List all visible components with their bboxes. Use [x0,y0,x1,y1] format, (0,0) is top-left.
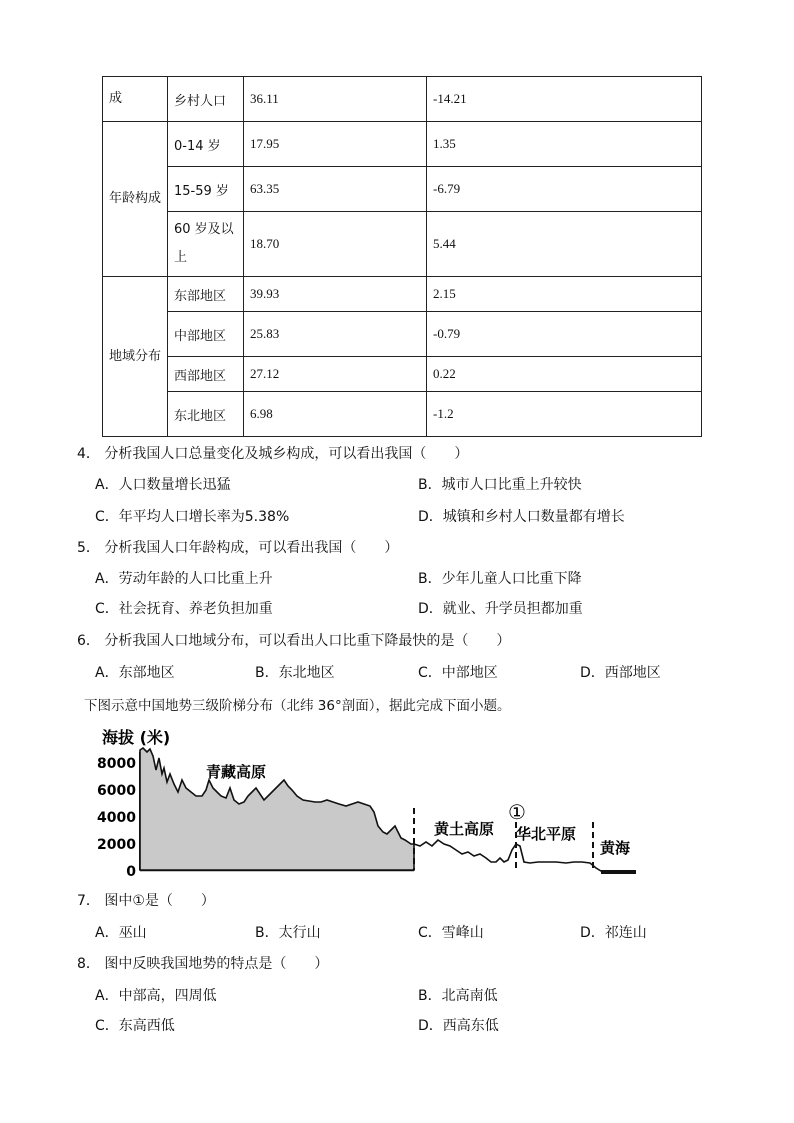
table-cell: 60 岁及以上 [168,212,244,277]
table-cell: 中部地区 [168,312,244,357]
table-cell: 27.12 [244,357,427,392]
tibet-plateau-profile [140,748,414,870]
table-cell: 地域分布 [103,277,168,437]
table-cell: -1.2 [427,392,702,437]
table-cell: 63.35 [244,167,427,212]
q6-option-c[interactable]: C．中部地区 [418,665,498,681]
q6-option-d[interactable]: D．西部地区 [580,665,661,681]
question-6-stem: 6． 分析我国人口地域分布，可以看出人口比重下降最快的是（ ） [77,633,511,649]
table-cell: 东部地区 [168,277,244,312]
table-cell: 2.15 [427,277,702,312]
q6-option-a[interactable]: A．东部地区 [95,665,175,681]
marker-one-label: ① [508,800,526,824]
label-tibet-plateau: 青藏高原 [206,763,267,781]
table-cell: 成 [103,77,168,122]
q8-option-d[interactable]: D．西高东低 [418,1018,499,1034]
table-row [103,122,702,167]
table-row [103,277,702,312]
table-cell: 1.35 [427,122,702,167]
label-yellow-sea: 黄海 [600,839,631,857]
q8-option-a[interactable]: A．中部高，四周低 [95,988,217,1004]
y-tick-label: 4000 [97,810,136,826]
question-7-stem: 7． 图中①是（ ） [77,893,215,909]
table-cell: 西部地区 [168,357,244,392]
y-tick-label: 8000 [97,756,136,772]
q5-option-d[interactable]: D．就业、升学员担都加重 [418,601,583,617]
q5-option-a[interactable]: A．劳动年龄的人口比重上升 [95,571,273,587]
y-tick-label: 6000 [97,783,136,799]
q6-option-b[interactable]: B．东北地区 [255,665,335,681]
y-axis-title: 海拔 (米) [102,728,171,747]
label-loess-plateau: 黄土高原 [434,820,495,838]
table-cell: -6.79 [427,167,702,212]
q5-option-c[interactable]: C．社会抚育、养老负担加重 [95,601,273,617]
y-tick-label: 2000 [97,837,136,853]
question-4-stem: 4． 分析我国人口总量变化及城乡构成，可以看出我国（ ） [77,446,469,462]
q4-option-d[interactable]: D．城镇和乡村人口数量都有增长 [418,509,625,525]
table-cell: -14.21 [427,77,702,122]
q7-option-b[interactable]: B．太行山 [255,925,321,941]
y-tick-label: 0 [126,864,136,880]
terrain-profile-figure [96,722,641,880]
table-cell: -0.79 [427,312,702,357]
q7-option-a[interactable]: A．巫山 [95,925,147,941]
table-row [103,167,702,212]
question-5-stem: 5． 分析我国人口年龄构成，可以看出我国（ ） [77,540,399,556]
q7-option-c[interactable]: C．雪峰山 [418,925,484,941]
q8-option-c[interactable]: C．东高西低 [95,1018,175,1034]
table-cell: 17.95 [244,122,427,167]
q5-option-b[interactable]: B．少年儿童人口比重下降 [418,571,582,587]
table-cell: 0-14 岁 [168,122,244,167]
table-cell: 15-59 岁 [168,167,244,212]
table-cell: 36.11 [244,77,427,122]
q4-option-a[interactable]: A．人口数量增长迅猛 [95,477,231,493]
table-cell: 39.93 [244,277,427,312]
q4-option-c[interactable]: C．年平均人口增长率为5.38% [95,509,290,525]
table-row [103,312,702,357]
table-cell: 0.22 [427,357,702,392]
population-table [102,76,702,437]
table-row [103,77,702,122]
q8-option-b[interactable]: B．北高南低 [418,988,498,1004]
table-cell: 乡村人口 [168,77,244,122]
table-cell: 年龄构成 [103,122,168,277]
table-cell: 18.70 [244,212,427,277]
figure-intro: 下图示意中国地势三级阶梯分布（北纬 36°剖面），据此完成下面小题。 [84,698,511,714]
table-cell: 6.98 [244,392,427,437]
q4-option-b[interactable]: B．城市人口比重上升较快 [418,477,582,493]
label-north-china-plain: 华北平原 [516,825,577,843]
q7-option-d[interactable]: D．祁连山 [580,925,647,941]
table-row [103,392,702,437]
table-cell: 5.44 [427,212,702,277]
question-8-stem: 8． 图中反映我国地势的特点是（ ） [77,956,329,972]
table-row [103,212,702,277]
table-row [103,357,702,392]
table-cell: 25.83 [244,312,427,357]
table-cell: 东北地区 [168,392,244,437]
